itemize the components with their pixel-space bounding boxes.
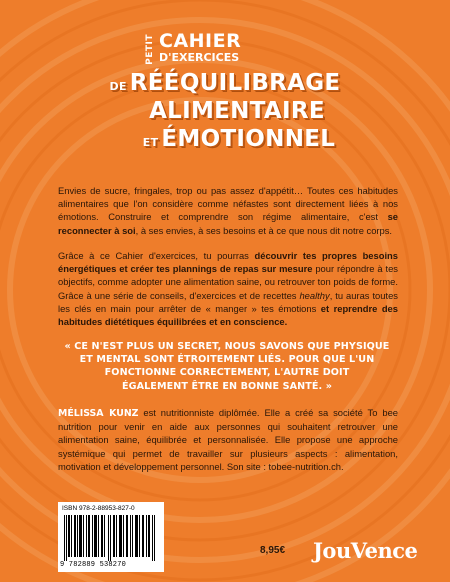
quote-line: « CE N'EST PLUS UN SECRET, NOUS SAVONS QUE PHYSIQUE — [64, 341, 390, 352]
p1-text-a: Envies de sucre, fringales, trop ou pas assez d'appétit… Toutes ces habitudes alimentaires que l'on considère comme néfastes sont directement liées à nos émotions. Construire et comprendre son régime alimentaire, c'est — [58, 185, 398, 223]
title-line-2: ALIMENTAIRE — [149, 98, 325, 124]
title-word-1: RÉÉQUILIBRAGE — [129, 70, 341, 96]
series-main: CAHIER — [159, 30, 242, 52]
title-line-1 — [0, 72, 450, 95]
series-sub: D'EXERCICES — [159, 51, 240, 64]
author-bio — [58, 406, 398, 473]
p1-bold-a: se reconnecter à soi — [58, 211, 398, 236]
title-connector: ET — [142, 136, 159, 149]
p2-text-c: , tu auras toutes les clés en main pour arrêter de « manger » tes émotions — [58, 289, 398, 314]
p1-text-b: , à ses envies, à ses besoins et à ce que nous dit notre corps. — [135, 224, 393, 236]
p2-text-a: Grâce à ce Cahier d'exercices, tu pourras — [58, 250, 255, 261]
p2-bold-a: découvrir tes propres besoins énergétiques et créer tes plannings de repas sur mesure — [58, 250, 398, 275]
barcode-bars — [64, 515, 158, 561]
publisher-logo: JouVence — [313, 538, 418, 563]
title-line-3 — [14, 128, 450, 151]
intro-paragraph — [58, 184, 398, 237]
benefits-paragraph — [58, 249, 398, 328]
price: 8,95€ — [260, 545, 286, 556]
title-prefix: DE — [109, 80, 127, 93]
isbn-label: ISBN 978-2-88953-827-0 — [62, 505, 135, 512]
p2-italic-a: healthy — [299, 289, 330, 301]
barcode — [58, 502, 164, 572]
p2-bold-b: et reprendre des habitudes diététiques équilibrées et en conscience. — [58, 302, 398, 328]
quote-line: ET MENTAL SONT ÉTROITEMENT LIÉS. POUR QUE L'UN — [79, 354, 375, 366]
author-bio-text: est nutritionniste diplômée. Elle a créé sa société To bee nutrition pour venir en aide aux personnes qui souhaitent retrouver une alimentation saine, équilibrée et personnalisée. Elle propose une approche systémique qui permet de travailler sur plusieurs aspects : alimentation, motivation et développement personnel. Son site : tobee-nutrition.ch. — [58, 407, 398, 472]
p2-text-b: pour répondre à tes objectifs, comme adopter une alimentation saine, ou retrouver ton poids de forme. Grâce à une série de conseils, d'exercices et de recettes — [58, 263, 398, 301]
author-name: MÉLISSA KUNZ — [58, 408, 139, 419]
barcode-digits: 9 782889 538270 — [60, 561, 127, 569]
title-word-3: ÉMOTIONNEL — [161, 126, 336, 152]
quote-line: FONCTIONNE CORRECTEMENT, L'AUTRE DOIT — [104, 367, 350, 379]
series-small: PETIT — [145, 34, 155, 65]
pull-quote — [52, 340, 402, 393]
quote-line: ÉGALEMENT ÊTRE EN BONNE SANTÉ. » — [121, 380, 333, 392]
